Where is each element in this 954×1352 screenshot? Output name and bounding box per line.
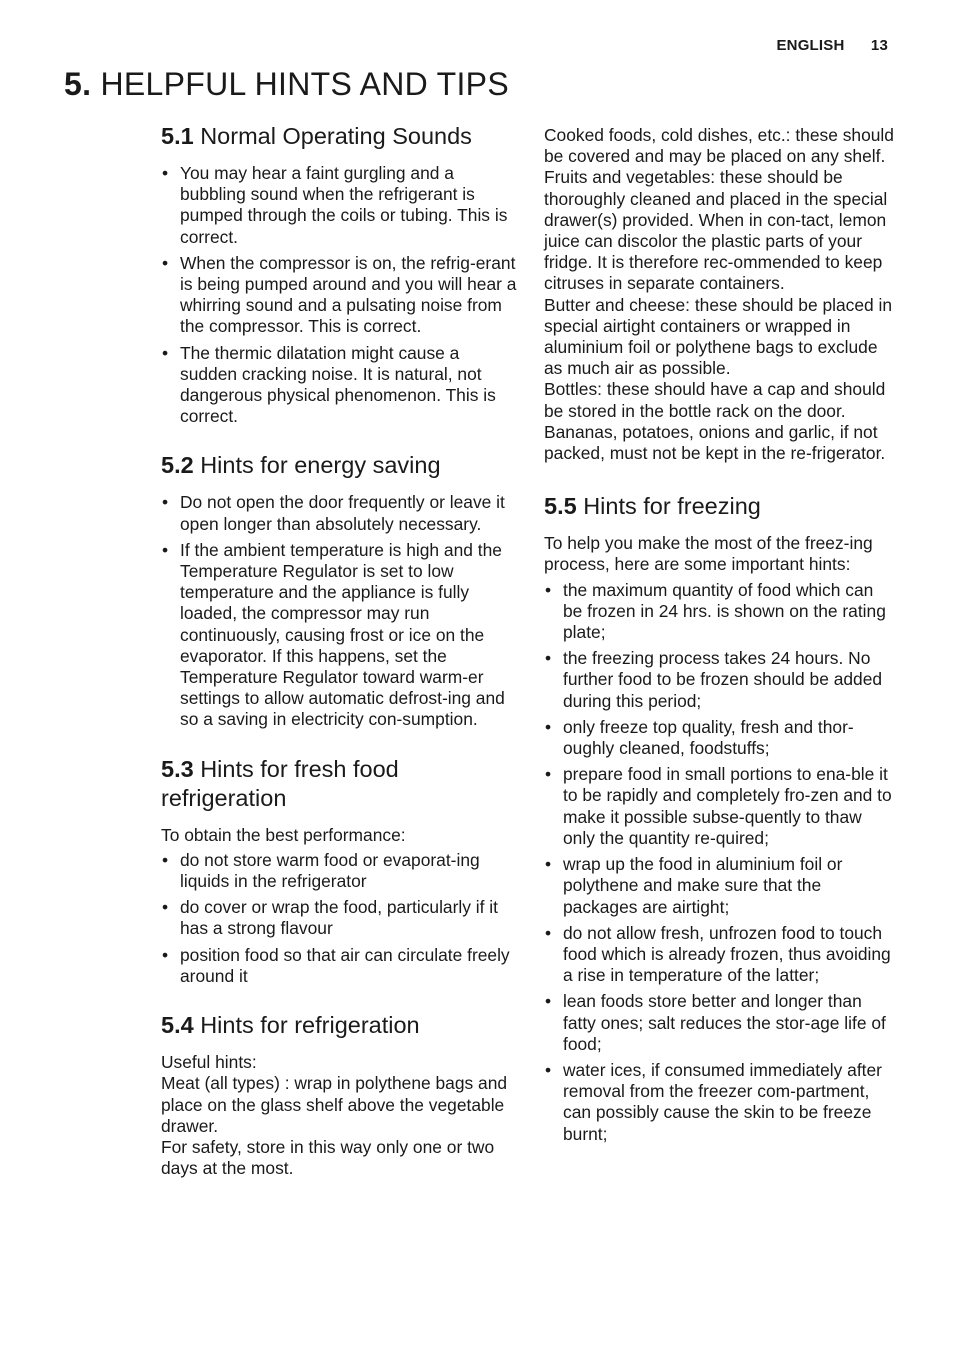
section-heading: 5.4 Hints for refrigeration xyxy=(161,1012,420,1039)
section-5-1 xyxy=(161,122,517,427)
paragraph: Bottles: these should have a cap and should be stored in the bottle rack on the door. xyxy=(544,379,886,421)
paragraph: Fruits and vegetables: these should be thoroughly cleaned and placed in the special drawer(s) provided. When in con-tact, lemon juice can discolor the plastic parts of your fridge. It is therefore rec-ommended to keep citruses in separate containers. xyxy=(544,167,888,294)
section-heading: 5.5 Hints for freezing xyxy=(544,493,761,520)
chapter-number: 5. xyxy=(64,66,92,102)
list-item: • Do not open the door frequently or leave it open longer than absolutely necessary. xyxy=(161,492,517,534)
section-5-5 xyxy=(544,492,896,1144)
section-5-3 xyxy=(161,755,517,987)
section-intro: To obtain the best performance: xyxy=(161,824,406,845)
list-item: • When the compressor is on, the refrig-erant is being pumped around and you will hear a whirring sound and a pulsating noise from the compressor. This is correct. xyxy=(161,253,517,338)
paragraph: Bananas, potatoes, onions and garlic, if not packed, must not be kept in the re-frigerator. xyxy=(544,421,886,464)
list-item: • water ices, if consumed immediately after removal from the freezer com-partment, can possibly cause the skin to be freeze burnt; xyxy=(544,1060,896,1145)
list-item: • wrap up the food in aluminium foil or polythene and make sure that the packages are airtight; xyxy=(544,854,896,918)
paragraph: Butter and cheese: these should be placed in special airtight containers or wrapped in aluminium foil or polythene bags to exclude as much air as possible. xyxy=(544,294,893,379)
section-heading: 5.3 Hints for fresh food refrigeration xyxy=(161,755,399,811)
paragraph: Cooked foods, cold dishes, etc.: these should be covered and may be placed on any shelf. xyxy=(544,125,894,167)
bullet-list xyxy=(161,850,517,987)
list-item: • position food so that air can circulate freely around it xyxy=(161,945,517,987)
section-5-2 xyxy=(161,451,517,730)
right-column xyxy=(544,125,896,1169)
list-item: • only freeze top quality, fresh and thor-oughly cleaned, foodstuffs; xyxy=(544,717,896,759)
section-heading: 5.1 Normal Operating Sounds xyxy=(161,123,472,149)
bullet-list xyxy=(161,163,517,427)
paragraph: Useful hints: xyxy=(161,1052,257,1073)
list-item: • You may hear a faint gurgling and a bubbling sound when the refrigerant is pumped through the coils or tubing. This is correct. xyxy=(161,163,517,248)
list-item: • prepare food in small portions to ena-ble it to be rapidly and completely fro-zen and to make it possible subse-quently to thaw only the quantity re-quired; xyxy=(544,764,896,849)
list-item: • do not allow fresh, unfrozen food to touch food which is already frozen, thus avoiding a rise in temperature of the latter; xyxy=(544,923,896,987)
list-item: • The thermic dilatation might cause a sudden cracking noise. It is natural, not dangerous physical phenomenon. This is correct. xyxy=(161,343,517,428)
bullet-list xyxy=(544,580,896,1145)
list-item: • lean foods store better and longer than fatty ones; salt reduces the stor-age life of food; xyxy=(544,991,896,1055)
page-number: 13 xyxy=(870,37,888,54)
bullet-list xyxy=(161,492,517,730)
list-item: • the maximum quantity of food which can be frozen in 24 hrs. is shown on the rating plate; xyxy=(544,580,896,644)
language-label: ENGLISH xyxy=(776,37,845,54)
list-item: • do not store warm food or evaporat-ing liquids in the refrigerator xyxy=(161,850,517,892)
paragraph: Meat (all types) : wrap in polythene bags and place on the glass shelf above the vegetable drawer. xyxy=(161,1073,508,1136)
list-item: • If the ambient temperature is high and the Temperature Regulator is set to low temperature and the appliance is fully loaded, the compressor may run continuously, causing frost or ice on the evaporator. If this happens, set the Temperature Regulator toward warm-er settings to allow automatic defrost-ing and so a saving in electricity con-sumption. xyxy=(161,540,517,731)
section-5-4-continued xyxy=(544,125,896,464)
section-intro: To help you make the most of the freez-ing process, here are some important hints: xyxy=(544,533,873,575)
chapter-title xyxy=(64,66,509,103)
left-column xyxy=(161,122,517,1203)
page-header xyxy=(776,37,888,54)
list-item: • do cover or wrap the food, particularly if it has a strong flavour xyxy=(161,897,517,939)
list-item: • the freezing process takes 24 hours. No further food to be frozen should be added during this period; xyxy=(544,648,896,712)
section-5-4 xyxy=(161,1011,517,1179)
section-heading: 5.2 Hints for energy saving xyxy=(161,452,441,479)
chapter-title-text: HELPFUL HINTS AND TIPS xyxy=(100,66,509,102)
paragraph: For safety, store in this way only one or two days at the most. xyxy=(161,1136,495,1179)
